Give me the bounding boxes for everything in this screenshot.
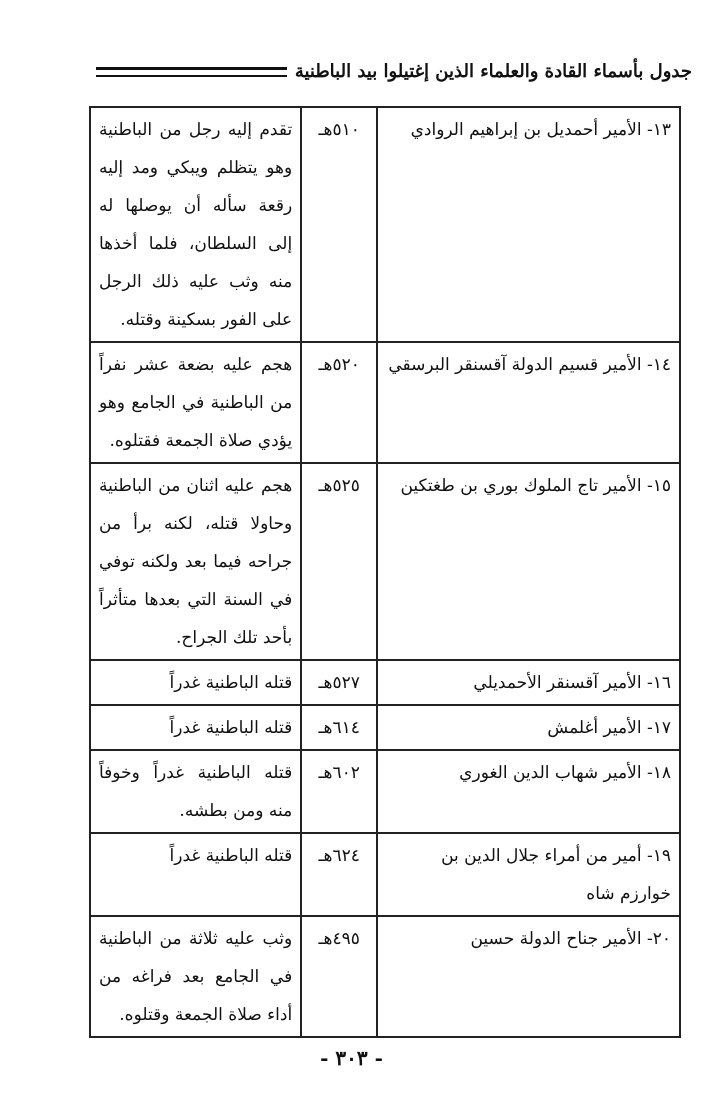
- table-row: [90, 463, 680, 660]
- note-cell: قتله الباطنية غدراً وخوفاً منه ومن بطشه.: [90, 750, 301, 833]
- table-row: [90, 833, 680, 916]
- name-cell: ١٨- الأمير شهاب الدين الغوري: [377, 750, 680, 833]
- date-cell: ٦٠٢هـ: [301, 750, 377, 833]
- date-cell: ٤٩٥هـ: [301, 916, 377, 1037]
- name-cell: ٢٠- الأمير جناح الدولة حسين: [377, 916, 680, 1037]
- assassinations-table: [89, 106, 681, 1038]
- name-cell: ١٣- الأمير أحمديل بن إبراهيم الروادي: [377, 107, 680, 342]
- table-row: [90, 916, 680, 1037]
- table-row: [90, 750, 680, 833]
- date-cell: ٥٢٧هـ: [301, 660, 377, 705]
- page-title: جدول بأسماء القادة والعلماء الذين إغتيلوا بيد الباطنية: [294, 60, 692, 82]
- name-cell: ١٩- أمير من أمراء جلال الدين بن خوارزم شاه: [377, 833, 680, 916]
- table-row: [90, 342, 680, 463]
- date-cell: ٥١٠هـ: [301, 107, 377, 342]
- page-header: [96, 54, 692, 88]
- table-row: [90, 705, 680, 750]
- note-cell: هجم عليه اثنان من الباطنية وحاولا قتله، لكنه برأ من جراحه فيما بعد ولكنه توفي في السنة التي بعدها متأثراً بأحد تلك الجراح.: [90, 463, 301, 660]
- date-cell: ٦١٤هـ: [301, 705, 377, 750]
- note-cell: هجم عليه بضعة عشر نفراً من الباطنية في الجامع وهو يؤدي صلاة الجمعة فقتلوه.: [90, 342, 301, 463]
- date-cell: ٥٢٠هـ: [301, 342, 377, 463]
- page-number: - ٣٠٣ -: [320, 1046, 383, 1070]
- note-cell: قتله الباطنية غدراً: [90, 660, 301, 705]
- name-cell: ١٦- الأمير آقسنقر الأحمديلي: [377, 660, 680, 705]
- date-cell: ٥٢٥هـ: [301, 463, 377, 660]
- table-row: [90, 660, 680, 705]
- name-cell: ١٧- الأمير أغلمش: [377, 705, 680, 750]
- name-cell: ١٤- الأمير قسيم الدولة آقسنقر البرسقي: [377, 342, 680, 463]
- name-cell: ١٥- الأمير تاج الملوك بوري بن طغتكين: [377, 463, 680, 660]
- note-cell: تقدم إليه رجل من الباطنية وهو يتظلم ويبكي ومد إليه رقعة سأله أن يوصلها له إلى السلطان، فلما أخذها منه وثب عليه ذلك الرجل على الفور بسكينة وقتله.: [90, 107, 301, 342]
- table-row: [90, 107, 680, 342]
- note-cell: قتله الباطنية غدراً: [90, 705, 301, 750]
- date-cell: ٦٢٤هـ: [301, 833, 377, 916]
- note-cell: وثب عليه ثلاثة من الباطنية في الجامع بعد فراغه من أداء صلاة الجمعة وقتلوه.: [90, 916, 301, 1037]
- note-cell: قتله الباطنية غدراً: [90, 833, 301, 916]
- header-double-rule: [96, 67, 287, 77]
